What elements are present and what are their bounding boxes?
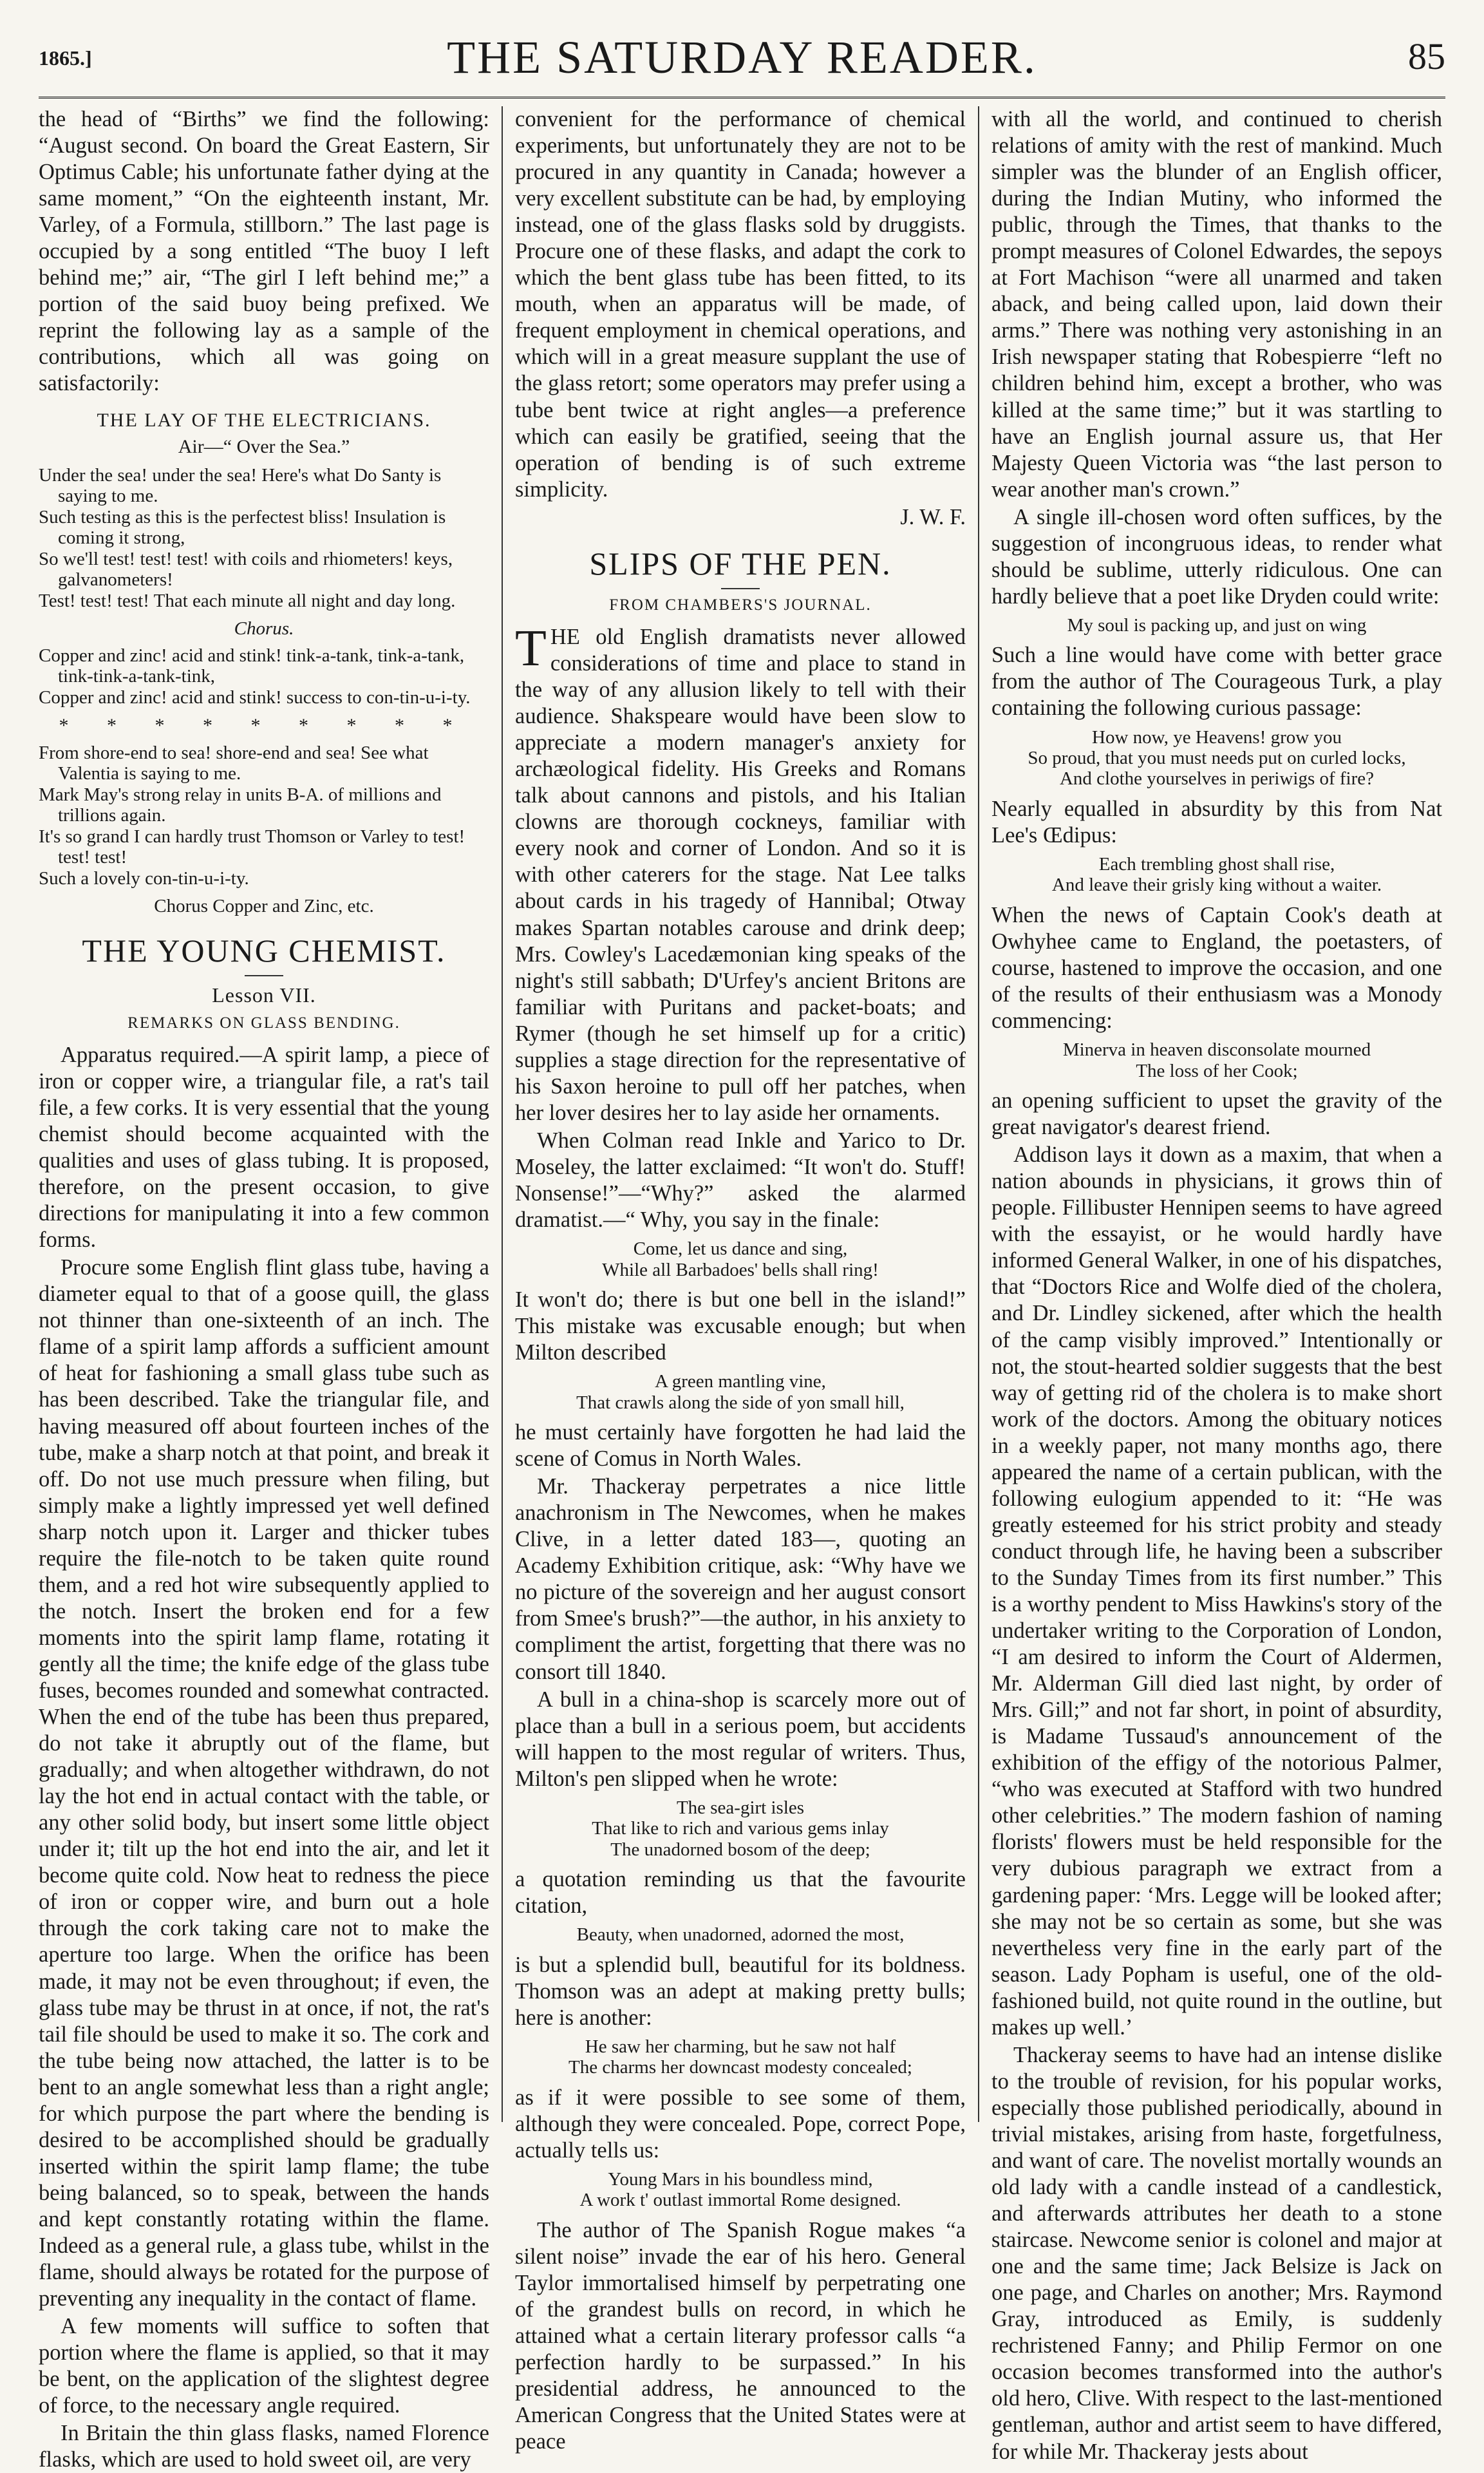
verse-line: Such testing as this is the perfectest bliss! Insulation is coming it strong, bbox=[39, 506, 446, 549]
lay-title: THE LAY OF THE ELECTRICIANS. bbox=[97, 409, 431, 431]
intro-paragraph: the head of “Births” we find the following: “August second. On board the Great Eastern, Sir Optimus Cable; his unfortunate father dying at the same moment,” “On the eighteenth instant, Mr. Varley, of a Formula, stillborn.” The last page is occupied by a song entitled “The buoy I left behind me;” air, “The girl I left behind me;” a portion of the said buoy being prefixed. We reprint the following lay as a sample of the contributions, which all was going on satisfactorily: bbox=[39, 107, 489, 396]
article-paragraph: When the news of Captain Cook's death at Owhyhee came to England, the poetasters, of course, hastened to improve the occasion, and one of the results of their enthusiasm was a Monody commencing: bbox=[991, 902, 1442, 1034]
article-paragraph: Apparatus required.—A spirit lamp, a piece of iron or copper wire, a triangular file, a rat's tail file, a few corks. It is very essential that the young chemist should become acquainted with the qualities and uses of glass tubing. It is proposed, therefore, on the present occasion, to give directions for manipulating it into a few common forms. bbox=[39, 1042, 489, 1253]
verse-line: Copper and zinc! acid and stink! success to con-tin-u-i-ty. bbox=[39, 687, 471, 708]
masthead-year: 1865.] bbox=[39, 46, 92, 70]
column-1 bbox=[39, 106, 489, 2472]
article-paragraph: When Colman read Inkle and Yarico to Dr. Moseley, the latter exclaimed: “It won't do. Stuff! Nonsense!”—“Why?” asked the alarmed dramatist.—“ Why, you say in the finale: bbox=[515, 1128, 966, 1233]
chorus-label: Chorus. bbox=[234, 618, 294, 640]
quote-line: The charms her downcast modesty concealed; bbox=[568, 2057, 912, 2078]
lay-air: Air—“ Over the Sea.” bbox=[178, 436, 350, 458]
verse-line: From shore-end to sea! shore-end and sea! See what Valentia is saying to me. bbox=[39, 742, 429, 784]
chorus-verse bbox=[39, 645, 489, 708]
quotation bbox=[991, 727, 1442, 790]
section-title-slips-of-the-pen: SLIPS OF THE PEN. bbox=[589, 545, 892, 582]
article-paragraph: with all the world, and continued to cherish relations of amity with the rest of mankind. Much simpler was the blunder of an English officer, during the Indian Mutiny, who informed the public, through the Times, that thanks to the prompt measures of Colonel Edwardes, the sepoys at Fort Machison “were all unarmed and taken aback, and being called upon, laid down their arms.” There was nothing very astonishing in an Irish newspaper stating that Robespierre “left no children behind him, except a brother, who was killed at the same time;” but it was startling to have an English journal assure us, that Her Majesty Queen Victoria was “the last person to wear another man's crown.” bbox=[991, 107, 1442, 502]
article-paragraph: Addison lays it down as a maxim, that when a nation abounds in physicians, it grows thin of people. Fillibuster Hennipen seems to have agreed with the essayist, or he would hardly have informed General Walker, in one of his dispatches, that “Doctors Rice and Wolfe died of the cholera, and Dr. Lindley sickened, after which the health of the camp visibly improved.” Intentionally or not, the stout-hearted soldier suggests that the best way of getting rid of the cholera is to make short work of the doctors. Among the obituary notices in a weekly paper, not many months ago, there appeared the name of a certain publican, with the following eulogium appended to it: “He was greatly esteemed for his strict probity and steady conduct through life, he having been a subscriber to the Sunday Times from its first number.” This is a worthy pendent to Miss Hawkins's story of the undertaker writing to the Corporation of London, “I am desired to inform the Court of Aldermen, Mr. Alderman Gill died last night, by order of Mrs. Gill;” and not far short, in point of absurdity, is Madame Tussaud's announcement of the exhibition of the effigy of the notorious Palmer, “who was executed at Stafford with two hundred other celebrities.” The modern fashion of naming florists' flowers must be held responsible for the very dubious paragraph we extract from a gardening paper: ‘Mrs. Legge will be looked after; she may not be so certain as some, but she was nevertheless very fine in the early part of the season. Lady Popham is useful, one of the old-fashioned build, not quite round in the outline, but makes up well.’ bbox=[991, 1142, 1442, 2040]
quote-line: Beauty, when unadorned, adorned the most, bbox=[576, 1924, 905, 1946]
article-paragraph: he must certainly have forgotten he had laid the scene of Comus in North Wales. bbox=[515, 1420, 966, 1472]
quote-line: So proud, that you must needs put on curled locks, bbox=[1028, 747, 1406, 768]
quote-line: My soul is packing up, and just on wing bbox=[1067, 614, 1367, 636]
column-rule bbox=[978, 106, 979, 2122]
verse-line: Test! test! test! That each minute all night and day long. bbox=[39, 590, 456, 611]
article-paragraph: A single ill-chosen word often suffices, by the suggestion of incongruous ideas, to render what should be sublime, utterly ridiculous. One can hardly believe that a poet like Dryden could write: bbox=[991, 504, 1442, 609]
verse-line: So we'll test! test! test! with coils and rhiometers! keys, galvanometers! bbox=[39, 548, 453, 591]
column-2 bbox=[515, 106, 966, 2454]
article-paragraph: In Britain the thin glass flasks, named Florence flasks, which are used to hold sweet oil, are very bbox=[39, 2421, 489, 2472]
quotation bbox=[515, 2036, 966, 2078]
lesson-number: Lesson VII. bbox=[212, 983, 316, 1007]
quote-line: The unadorned bosom of the deep; bbox=[610, 1839, 870, 1860]
quote-line: Each trembling ghost shall rise, bbox=[1098, 854, 1335, 875]
column-rule bbox=[502, 106, 503, 2122]
masthead bbox=[39, 26, 1445, 99]
article-paragraph: The author of The Spanish Rogue makes “a silent noise” invade the ear of his hero. General Taylor immortalised himself by perpetrating one of the grandest bulls on record, in which he attained what a certain literary professor calls “a perfection hardly to be surpassed.” In his presidential address, he announced to the American Congress that the United States were at peace bbox=[515, 2217, 966, 2454]
verse-line: It's so grand I can hardly trust Thomson or Varley to test! test! test! bbox=[39, 826, 465, 868]
verse-line: Under the sea! under the sea! Here's what Do Santy is saying to me. bbox=[39, 464, 442, 507]
section-rule bbox=[721, 588, 760, 589]
source-line: FROM CHAMBERS'S JOURNAL. bbox=[609, 596, 872, 614]
quotation bbox=[991, 615, 1442, 636]
quote-line: The loss of her Cook; bbox=[1136, 1060, 1298, 1081]
article-paragraph: as if it were possible to see some of them, although they were concealed. Pope, correct Pope, actually tells us: bbox=[515, 2085, 966, 2163]
quote-line: A work t' outlast immortal Rome designed. bbox=[579, 2190, 901, 2211]
quotation bbox=[515, 2169, 966, 2211]
verse-line: Copper and zinc! acid and stink! tink-a-tank, tink-a-tank, tink-tink-a-tank-tink, bbox=[39, 645, 465, 687]
article-paragraph: Nearly equalled in absurdity by this from Nat Lee's Œdipus: bbox=[991, 796, 1442, 848]
article-paragraph: Thackeray seems to have had an intense dislike to the trouble of revision, for his popular works, especially those published periodically, abound in trivial mistakes, arising from haste, forgetfulness, and want of care. The novelist mortally wounds an old lady with a candle instead of a candlestick, and afterwards attributes her death to a stone staircase. Newcome senior is colonel and major at one and the same time; Jack Belsize is Jack on one page, and Charles on another; Mrs. Raymond Gray, introduced as Emily, is suddenly rechristened Fanny; and Philip Fermor on one occasion becomes transformed into the author's old hero, Clive. With respect to the last-mentioned gentleman, author and artist seem to have differed, for while Mr. Thackeray jests about bbox=[991, 2042, 1442, 2464]
quote-line: A green mantling vine, bbox=[655, 1371, 826, 1392]
stars-divider: * * * * * * * * * bbox=[59, 715, 469, 737]
quotation bbox=[515, 1238, 966, 1280]
chorus-end: Chorus Copper and Zinc, etc. bbox=[154, 896, 374, 917]
quote-line: Young Mars in his boundless mind, bbox=[608, 2168, 873, 2190]
section-title-young-chemist: THE YOUNG CHEMIST. bbox=[82, 932, 446, 969]
column-3 bbox=[991, 106, 1442, 2464]
quote-line: That crawls along the side of yon small hill, bbox=[576, 1392, 905, 1413]
article-paragraph: a quotation reminding us that the favourite citation, bbox=[515, 1867, 966, 1919]
article-paragraph: Mr. Thackeray perpetrates a nice little anachronism in The Newcomes, when he makes Clive, in a letter dated 183—, quoting an Academy Exhibition critique, ask: “Why have we no picture of the sovereign and her august consort from Smee's brush?”—the author, in his anxiety to compliment the artist, forgetting that there was no consort till 1840. bbox=[515, 1474, 966, 1684]
quote-line: And clothe yourselves in periwigs of fire? bbox=[1059, 768, 1375, 790]
article-paragraph: an opening sufficient to upset the gravity of the great navigator's dearest friend. bbox=[991, 1088, 1442, 1140]
article-paragraph: A bull in a china-shop is scarcely more out of place than a bull in a serious poem, but accidents will happen to the most regular of writers. Thus, Milton's pen slipped when he wrote: bbox=[515, 1687, 966, 1791]
page-number: 85 bbox=[1408, 35, 1445, 77]
quote-line: The sea-girt isles bbox=[676, 1797, 805, 1818]
article-paragraph: convenient for the performance of chemical experiments, but unfortunately they are not to be procured in any quantity in Canada; however a very excellent substitute can be had, by employing instead, one of the glass flasks sold by druggists. Procure one of these flasks, and adapt the cork to which the bent glass tube has been fitted, to its mouth, when an apparatus will be made, of frequent employment in chemical operations, and which will in a great measure supplant the use of the glass retort; some operators may prefer using a tube bent twice at right angles—a preference which can easily be gratified, seeing that the operation of bending is of such extreme simplicity. bbox=[515, 107, 966, 502]
quotation bbox=[991, 1039, 1442, 1081]
quotation bbox=[515, 1797, 966, 1860]
quotation bbox=[515, 1371, 966, 1413]
article-paragraph: THE old English dramatists never allowed considerations of time and place to stand in the way of any allusion likely to tell with their audience. Shakspeare would have been slow to appreciate a modern manager's anxiety for archæological fidelity. His Greeks and Romans talk about cannons and pistols, and his Italian clowns are thorough cockneys, familiar with every nook and corner of London. And so it is with other caterers for the stage. Nat Lee talks about cards in his tragedy of Hannibal; Otway makes Spartan notables carouse and drink deep; Mrs. Cowley's Lacedæmonian king speaks of the night's still sabbath; D'Urfey's ancient Britons are familiar with Puritans and packet-boats; and Rymer (though he set himself up for a critic) supplies a stage direction for the representative of his Saxon heroine to pull off her patches, when her lover desires her to lay aside her ornaments. bbox=[515, 620, 966, 1125]
article-paragraph: It won't do; there is but one bell in the island!” This mistake was excusable enough; but when Milton described bbox=[515, 1287, 966, 1365]
author-signature: J. W. F. bbox=[900, 504, 966, 529]
columns bbox=[39, 106, 1445, 2472]
remarks-heading: REMARKS ON GLASS BENDING. bbox=[127, 1014, 400, 1032]
quote-line: And leave their grisly king without a waiter. bbox=[1051, 875, 1382, 896]
article-paragraph: Procure some English flint glass tube, having a diameter equal to that of a goose quill, the glass not thinner than one-sixteenth of an inch. The flame of a spirit lamp affords a sufficient amount of heat for fashioning a small glass tube such as has been described. Take the triangular file, and having measured off about fourteen inches of the tube, make a sharp notch at that point, and break it off. Do not use much pressure when filing, but simply make a lightly impressed yet well defined sharp notch upon it. Larger and thicker tubes require the file-notch to be taken quite round them, and a red hot wire subsequently applied to the notch. Insert the broken end for a few moments into the spirit lamp flame, rotating it gently all the time; the knife edge of the glass tube fuses, becomes rounded and somewhat contracted. When the end of the tube has been thus prepared, do not take it abruptly out of the flame, but gradually; and when altogether withdrawn, do not lay the hot end in actual contact with the table, or any other solid body, but insert some little object under it; tilt up the hot end into the air, and let it become quite cold. Now heat to redness the piece of iron or copper wire, and burn out a hole through the cork taking care not to make the aperture too large. When the orifice has been made, it may not be even throughout; if even, the glass tube may be thrust in at once, if not, the rat's tail file should be used to make it so. The cork and the tube being now attached, the latter is to be bent to an angle somewhat less than a right angle; for which purpose the part where the bending is desired to be accomplished should be gradually inserted within the spirit lamp flame; the tube being balanced, so to speak, between the hands and kept constantly rotating within the flame. Indeed as a general rule, a glass tube, whilst in the flame, should always be rotated for the purpose of preventing any inequality in the contact of flame. bbox=[39, 1255, 489, 2311]
dropcap-block bbox=[515, 620, 966, 1126]
quote-line: While all Barbadoes' bells shall ring! bbox=[602, 1259, 879, 1280]
verse-line: Such a lovely con-tin-u-i-ty. bbox=[39, 867, 249, 889]
masthead-title: THE SATURDAY READER. bbox=[447, 32, 1037, 83]
article-paragraph: A few moments will suffice to soften that portion where the flame is applied, so that it may be bent, on the application of the slightest degree of force, to the necessary angle required. bbox=[39, 2314, 489, 2418]
lay-verse bbox=[39, 465, 489, 611]
quote-line: Minerva in heaven disconsolate mourned bbox=[1062, 1039, 1371, 1061]
quote-line: That like to rich and various gems inlay bbox=[592, 1818, 889, 1839]
quotation bbox=[515, 1924, 966, 1945]
quote-line: Come, let us dance and sing, bbox=[633, 1238, 848, 1260]
article-paragraph: Such a line would have come with better grace from the author of The Courageous Turk, a play containing the following curious passage: bbox=[991, 643, 1442, 721]
quotation bbox=[991, 854, 1442, 896]
quote-line: He saw her charming, but he saw not half bbox=[585, 2036, 896, 2057]
quote-line: How now, ye Heavens! grow you bbox=[1092, 726, 1342, 748]
verse-line: Mark May's strong relay in units B-A. of millions and trillions again. bbox=[39, 784, 442, 826]
section-rule bbox=[245, 975, 283, 976]
article-paragraph: is but a splendid bull, beautiful for its boldness. Thomson was an adept at making pretty bulls; here is another: bbox=[515, 1952, 966, 2030]
lay-verse-2 bbox=[39, 743, 489, 889]
